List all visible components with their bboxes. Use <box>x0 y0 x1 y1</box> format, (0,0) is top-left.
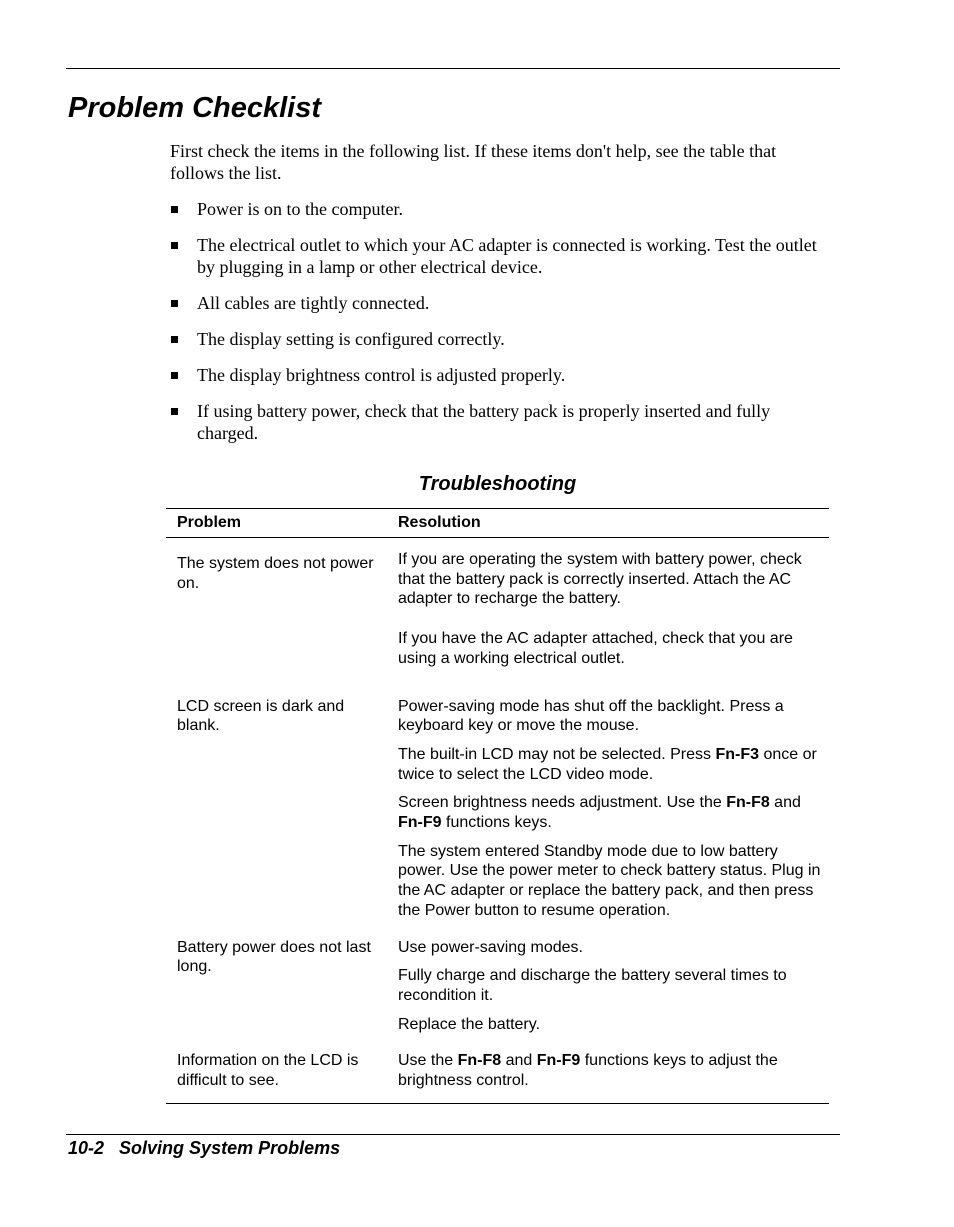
resolution-paragraph <box>398 938 821 958</box>
footer-rule <box>66 1134 840 1135</box>
square-bullet-icon <box>171 372 178 379</box>
square-bullet-icon <box>171 300 178 307</box>
key-combo: Fn-F8 <box>457 1052 502 1070</box>
checklist-item-text: The electrical outlet to which your AC adapter is connected is working. Test the outlet by plugging in a lamp or other electrical device. <box>197 235 817 277</box>
resolution-text: Fully charge and discharge the battery several times to recondition it. <box>398 967 787 1004</box>
resolution-paragraph <box>398 697 821 736</box>
resolution-paragraph <box>398 745 821 784</box>
problem-cell: The system does not power on. <box>177 555 374 592</box>
checklist-item <box>170 234 820 278</box>
table-row <box>166 689 829 930</box>
resolution-text: once or twice to select the LCD video mode. <box>398 745 817 783</box>
resolution-cell <box>387 1043 829 1103</box>
checklist-item <box>170 198 820 220</box>
table-row <box>166 930 829 1044</box>
intro-paragraph: First check the items in the following list. If these items don't help, see the table that follows the list. <box>170 141 777 183</box>
troubleshooting-table <box>166 508 829 1104</box>
page-footer <box>68 1136 340 1160</box>
resolution-text: and <box>501 1052 537 1070</box>
problem-cell: LCD screen is dark and blank. <box>177 697 345 735</box>
resolution-text: and <box>769 794 801 812</box>
table-row <box>166 1043 829 1103</box>
resolution-text: Use the <box>398 1052 458 1070</box>
checklist-item-text: The display setting is configured correctly. <box>197 329 505 349</box>
key-combo: Fn-F9 <box>536 1052 581 1070</box>
resolution-paragraph <box>398 550 821 609</box>
checklist-item-text: Power is on to the computer. <box>197 199 403 219</box>
resolution-cell <box>387 689 829 930</box>
section-name: Solving System Problems <box>119 1138 341 1158</box>
checklist-item-text: If using battery power, check that the battery pack is properly inserted and fully charged. <box>197 401 771 443</box>
square-bullet-icon <box>171 408 178 415</box>
checklist-item <box>170 400 820 444</box>
column-header-resolution: Resolution <box>387 509 829 538</box>
resolution-paragraph <box>398 1051 821 1090</box>
resolution-text: functions keys to adjust the brightness control. <box>398 1052 778 1090</box>
square-bullet-icon <box>171 336 178 343</box>
header-rule <box>66 68 840 69</box>
square-bullet-icon <box>171 206 178 213</box>
key-combo: Fn-F8 <box>726 794 770 812</box>
resolution-text: Replace the battery. <box>398 1015 541 1033</box>
resolution-paragraph <box>398 842 821 921</box>
problem-cell: Battery power does not last long. <box>177 938 371 976</box>
table-row <box>166 538 829 689</box>
key-combo: Fn-F3 <box>715 745 760 763</box>
resolution-paragraph <box>398 966 821 1005</box>
resolution-text: The system entered Standby mode due to low battery power. Use the power meter to check battery status. Plug in the AC adapter or replace the battery pack, and then press the Power button to resume operation. <box>398 842 821 919</box>
resolution-text: If you are operating the system with battery power, check that the battery pack is correctly inserted. Attach the AC adapter to recharge the battery. <box>398 551 802 608</box>
square-bullet-icon <box>171 242 178 249</box>
column-header-problem: Problem <box>166 509 387 538</box>
resolution-text: Screen brightness needs adjustment. Use the <box>398 794 727 812</box>
checklist-item-text: All cables are tightly connected. <box>197 293 430 313</box>
table-body <box>166 538 829 1104</box>
resolution-text: If you have the AC adapter attached, check that you are using a working electrical outlet. <box>398 630 793 667</box>
checklist-item-text: The display brightness control is adjusted properly. <box>197 365 566 385</box>
resolution-paragraph <box>398 1015 821 1035</box>
problem-checklist <box>170 198 820 458</box>
resolution-text: Power-saving mode has shut off the backlight. Press a keyboard key or move the mouse. <box>398 697 784 735</box>
page-number: 10-2 <box>68 1138 105 1158</box>
resolution-text: Use power-saving modes. <box>398 938 583 956</box>
table-header-row <box>166 509 829 538</box>
resolution-paragraph <box>398 793 821 832</box>
checklist-item <box>170 328 820 350</box>
resolution-paragraph <box>398 629 821 668</box>
problem-cell: Information on the LCD is difficult to see. <box>166 1043 387 1103</box>
resolution-text: The built-in LCD may not be selected. Press <box>398 745 716 763</box>
table-title: Troubleshooting <box>418 473 577 495</box>
checklist-item <box>170 364 820 386</box>
resolution-cell <box>387 930 829 1044</box>
checklist-item <box>170 292 820 314</box>
page-title: Problem Checklist <box>68 92 322 124</box>
resolution-cell <box>387 538 829 689</box>
resolution-text: functions keys. <box>441 814 552 832</box>
key-combo: Fn-F9 <box>398 814 442 832</box>
